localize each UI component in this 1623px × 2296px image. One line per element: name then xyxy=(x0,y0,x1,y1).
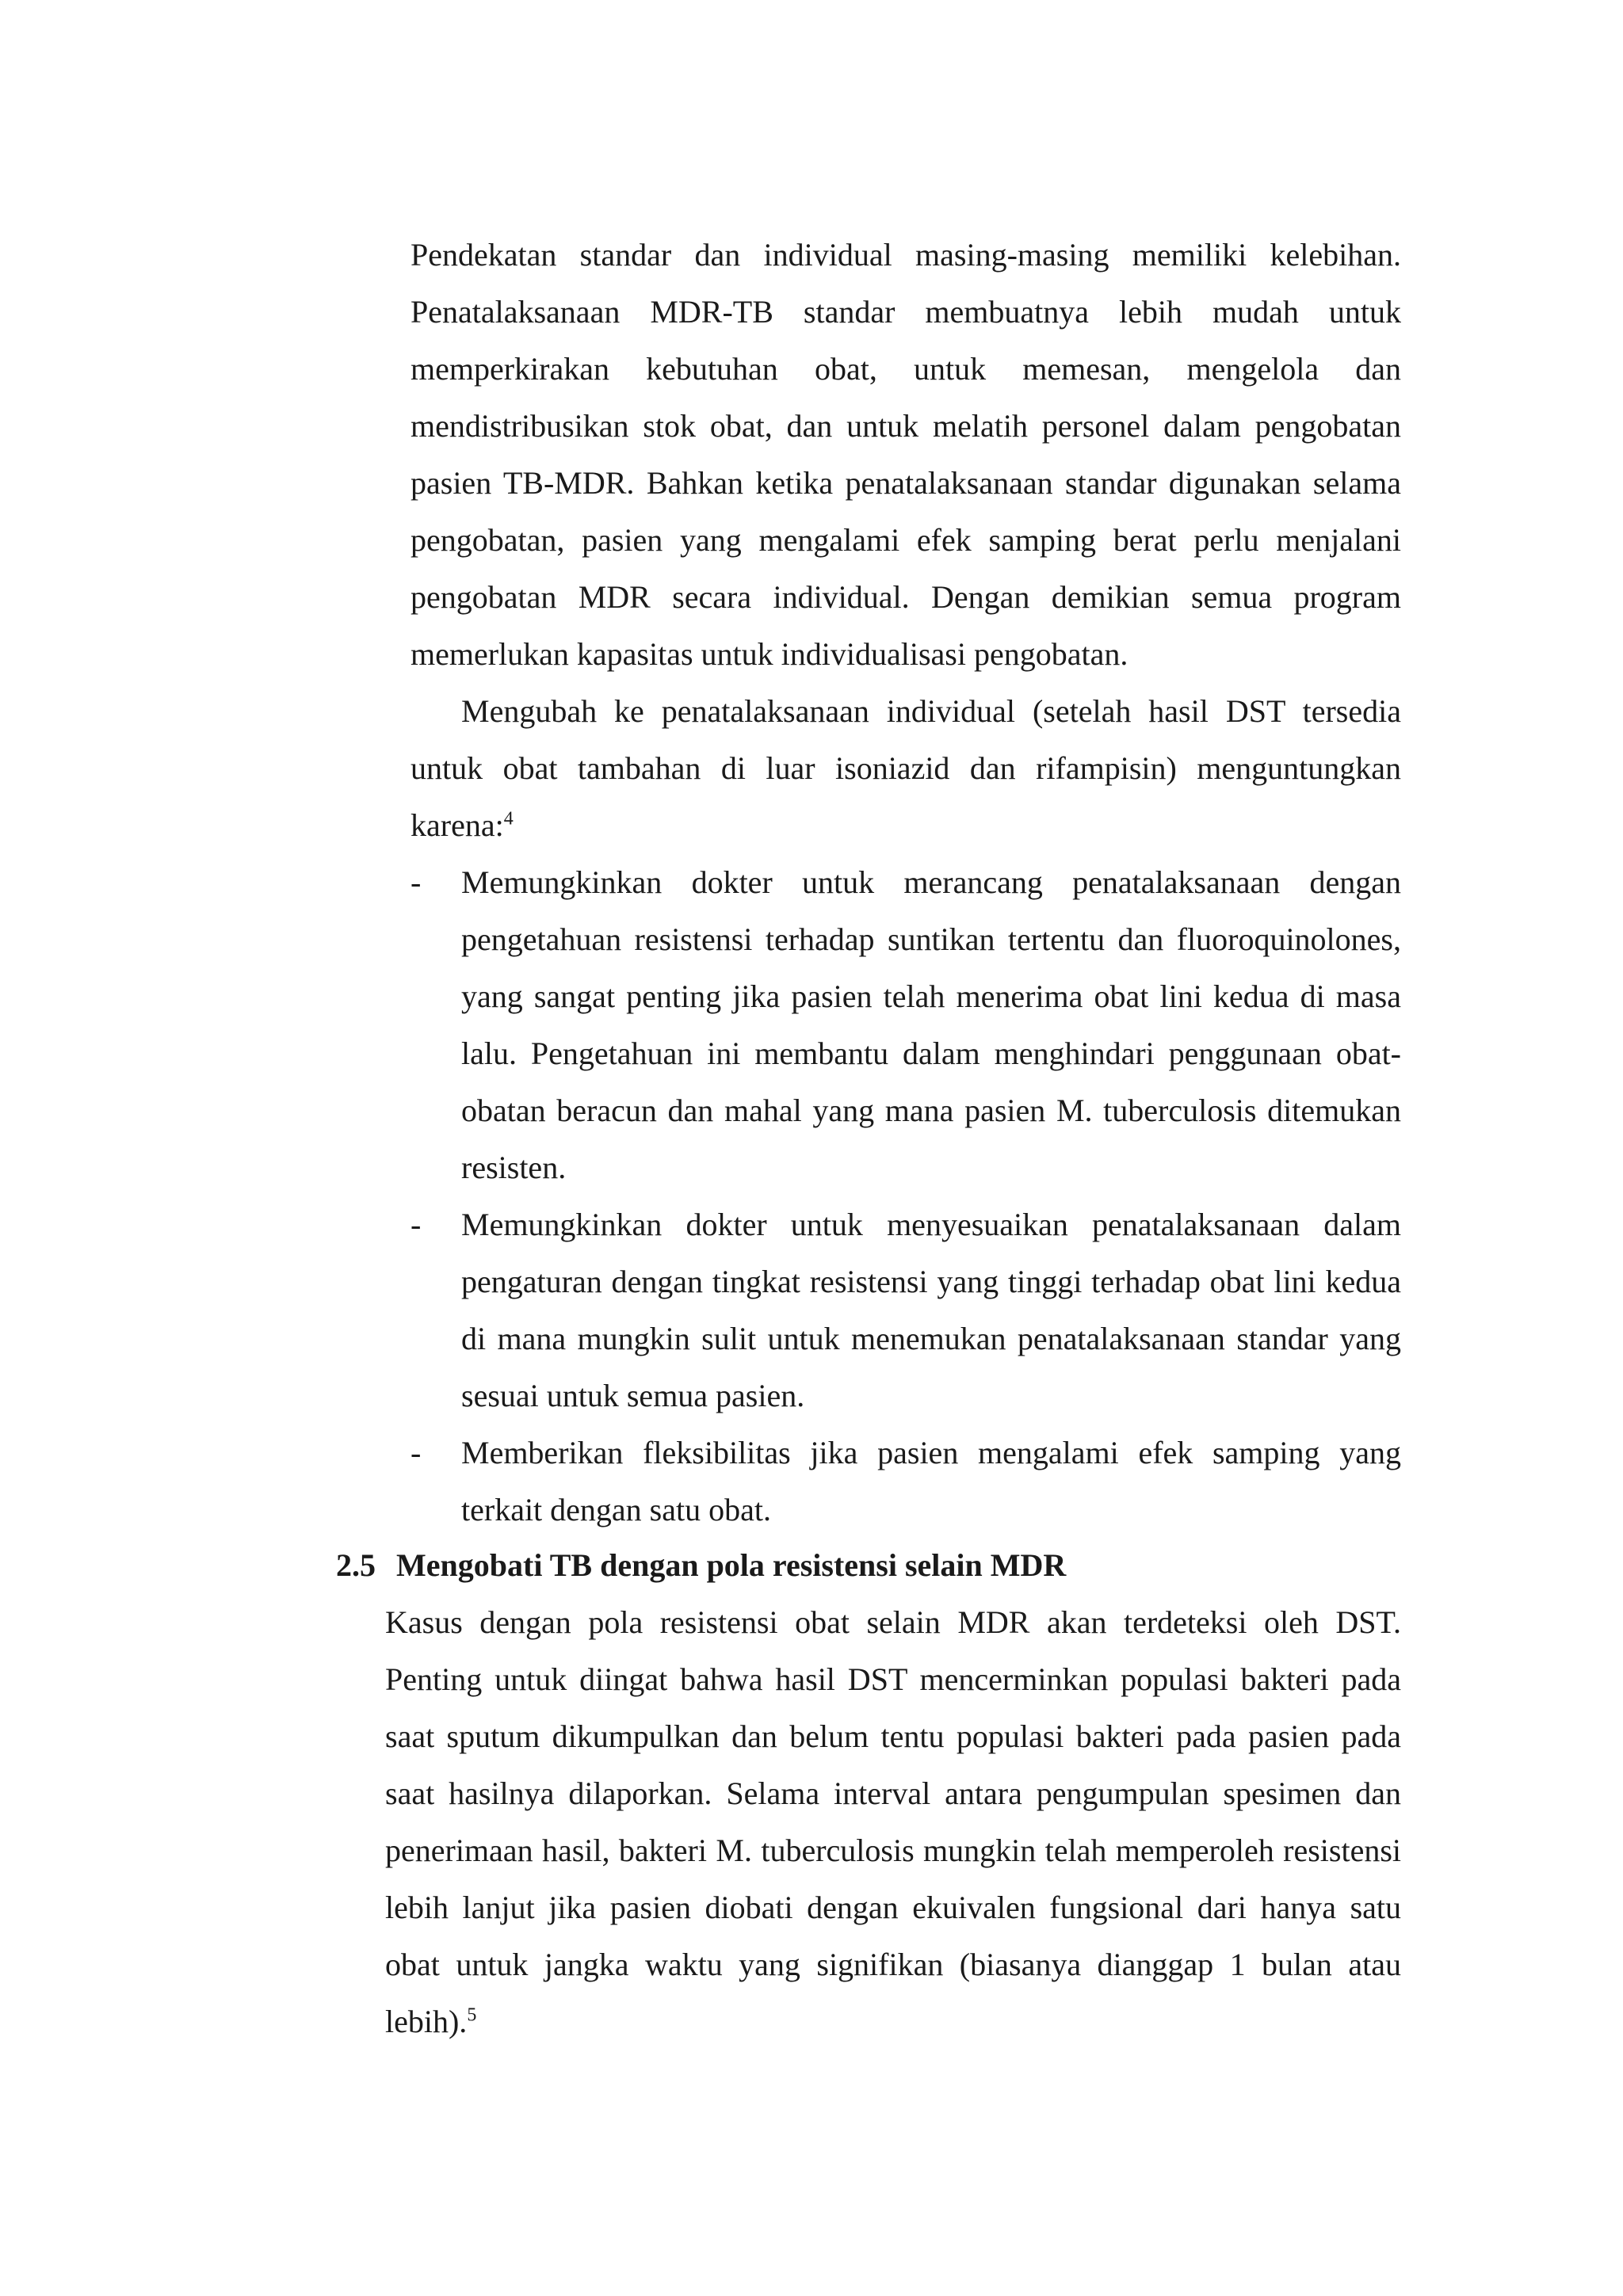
paragraph-text: Mengubah ke penatalaksanaan individual (setelah hasil DST tersedia untuk obat tambahan di luar isoniazid dan rifampisin) menguntungkan karena: xyxy=(411,693,1401,843)
list-item-text: Memberikan fleksibilitas jika pasien mengalami efek samping yang terkait dengan satu obat. xyxy=(461,1435,1401,1527)
section-title: Mengobati TB dengan pola resistensi selain MDR xyxy=(396,1547,1067,1583)
paragraph-text: Pendekatan standar dan individual masing-masing memiliki kelebihan. Penatalaksanaan MDR-TB standar membuatnya lebih mudah untuk memperkirakan kebutuhan obat, untuk memesan, mengelola dan mendistribusikan stok obat, dan untuk melatih personel dalam pengobatan pasien TB-MDR. Bahkan ketika penatalaksanaan standar digunakan selama pengobatan, pasien yang mengalami efek samping berat perlu menjalani pengobatan MDR secara individual. Dengan demikian semua program memerlukan kapasitas untuk individualisasi pengobatan. xyxy=(411,237,1401,672)
list-item xyxy=(411,1196,1401,1425)
citation-ref: 4 xyxy=(503,808,514,830)
list-marker: - xyxy=(411,1435,422,1470)
list-item-text: Memungkinkan dokter untuk menyesuaikan penatalaksanaan dalam pengaturan dengan tingkat resistensi yang tinggi terhadap obat lini kedua di mana mungkin sulit untuk menemukan penatalaksanaan standar yang sesuai untuk semua pasien. xyxy=(461,1207,1401,1413)
list-marker: - xyxy=(411,1207,422,1242)
list-marker: - xyxy=(411,864,422,900)
section-number: 2.5 xyxy=(336,1547,376,1583)
benefits-list xyxy=(411,854,1401,1539)
paragraph-individual-benefits xyxy=(411,683,1401,854)
list-item xyxy=(411,854,1401,1196)
section-heading xyxy=(336,1537,1401,1594)
list-item-text: Memungkinkan dokter untuk merancang penatalaksanaan dengan pengetahuan resistensi terhadap suntikan tertentu dan fluoroquinolones, yang sangat penting jika pasien telah menerima obat lini kedua di masa lalu. Pengetahuan ini membantu dalam menghindari penggunaan obat-obatan beracun dan mahal yang mana pasien M. tuberculosis ditemukan resisten. xyxy=(461,864,1401,1185)
citation-ref: 5 xyxy=(467,2004,477,2026)
section-body-paragraph xyxy=(385,1594,1401,2050)
paragraph-standard-vs-individual xyxy=(411,227,1401,683)
paragraph-text: Kasus dengan pola resistensi obat selain MDR akan terdeteksi oleh DST. Penting untuk diingat bahwa hasil DST mencerminkan populasi bakteri pada saat sputum dikumpulkan dan belum tentu populasi bakteri pada pasien pada saat hasilnya dilaporkan. Selama interval antara pengumpulan spesimen dan penerimaan hasil, bakteri M. tuberculosis mungkin telah memperoleh resistensi lebih lanjut jika pasien diobati dengan ekuivalen fungsional dari hanya satu obat untuk jangka waktu yang signifikan (biasanya dianggap 1 bulan atau lebih). xyxy=(385,1604,1401,2039)
list-item xyxy=(411,1425,1401,1539)
